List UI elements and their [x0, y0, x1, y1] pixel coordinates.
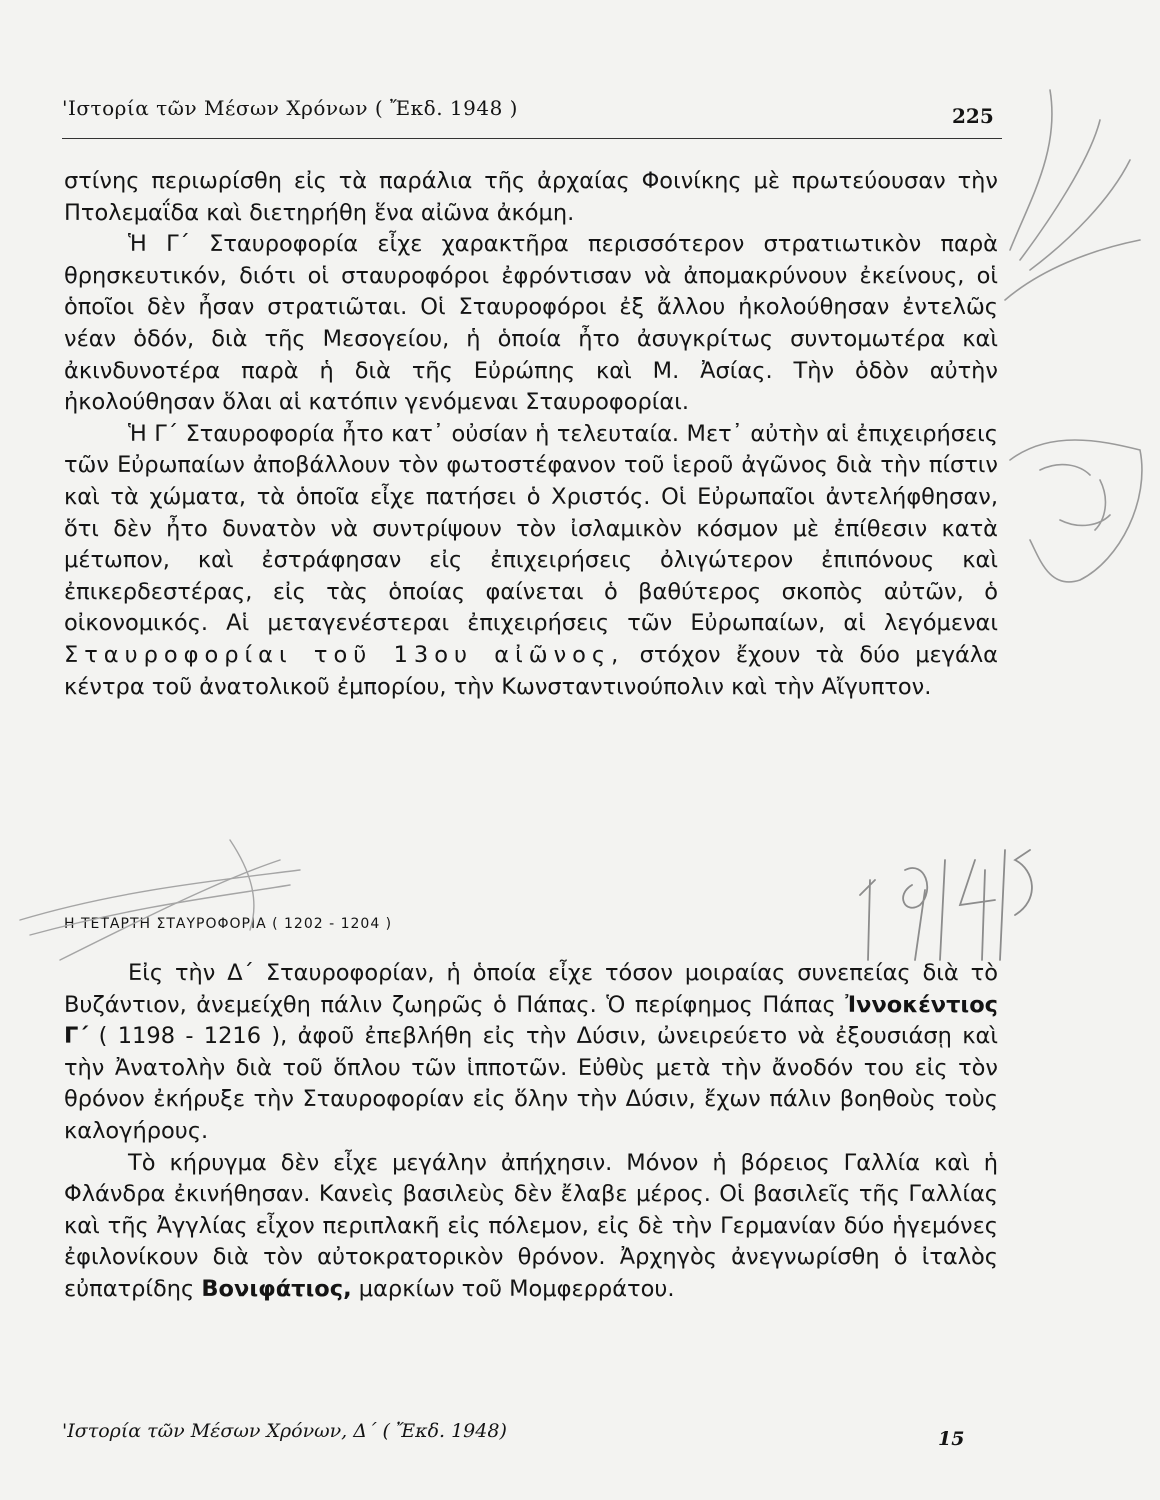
paragraph-text: Ἡ Γ΄ Σταυροφορία ἦτο κατ᾿ οὐσίαν ἡ τελευταία. Μετ᾿ αὐτὴν αἱ ἐπιχειρήσεις τῶν Εὐρωπαίων ἀποβάλλουν τὸν φωτοστέφανον τοῦ ἱεροῦ ἀγῶνος διὰ τὴν πίστιν καὶ τὰ χώματα, τὰ ὁποῖα εἶχε πατήσει ὁ Χριστός. Οἱ Εὐρωπαῖοι ἀντελήφθησαν, ὅτι δὲν ἦτο δυνατὸν νὰ συντρίψουν τὸν ἰσλαμικὸν κόσμον μὲ ἐπίθεσιν κατὰ μέτωπον, καὶ ἐστράφησαν εἰς ἐπιχειρήσεις ὀλιγώτερον ἐπιπόνους καὶ ἐπικερδεστέρας, εἰς τὰς ὁποίας φαίνεται ὁ βαθύτερος σκοπὸς αὐτῶν, ὁ οἰκονομικός. Αἱ μεταγενέστεραι ἐπιχειρήσεις τῶν Εὐρωπαίων, αἱ λεγόμεναι	[64, 420, 998, 637]
paragraph-text: Εἰς τὴν Δ΄ Σταυροφορίαν, ἡ ὁποία εἶχε τόσον μοιραίας συνεπείας διὰ τὸ Βυζάντιον, ἀνεμείχθη πάλιν ζωηρῶς ὁ Πάπας. Ὁ περίφημος Πάπας	[64, 960, 998, 1018]
text-block-fourth-crusade	[64, 958, 998, 1306]
bold-name-boniface: Βονιφάτιος,	[201, 1275, 352, 1302]
spaced-emphasis: Σταυροφορίαι τοῦ 13ου αἰῶνος,	[64, 641, 625, 668]
header-rule	[62, 138, 1002, 139]
page-number: 225	[952, 104, 994, 128]
paragraph-fourth-crusade-pope	[64, 958, 998, 1148]
paragraph-third-crusade-last	[64, 419, 998, 703]
pencil-face-sketch	[1005, 90, 1142, 582]
paragraph-text: ( 1198 - 1216 ), ἀφοῦ ἐπεβλήθη εἰς τὴν Δύσιν, ὠνειρεύετο νὰ ἐξουσιάσῃ καὶ τὴν Ἀνατολὴν διὰ τοῦ ὅπλου τῶν ἱπποτῶν. Εὐθὺς μετὰ τὴν ἄνοδόν του εἰς τὸν θρόνον ἐκήρυξε τὴν Σταυροφορίαν εἰς ὅλην τὴν Δύσιν, ἔχων πάλιν βοηθοὺς τοὺς καλογήρους.	[64, 1023, 998, 1144]
paragraph-continuation: στίνης περιωρίσθη εἰς τὰ παράλια τῆς ἀρχαίας Φοινίκης μὲ πρωτεύουσαν τὴν Πτολεμαΐδα καὶ διετηρήθη ἕνα αἰῶνα ἀκόμη.	[64, 168, 998, 226]
footer-signature-title: 'Ιστορία τῶν Μέσων Χρόνων, Δ΄ ( Ἔκδ. 1948)	[62, 1420, 507, 1442]
paragraph-fourth-crusade-preaching	[64, 1148, 998, 1306]
footer-signature-number: 15	[938, 1428, 965, 1450]
pencil-date-annotation	[860, 850, 1032, 960]
bold-name-innocent: Ἰννοκέντιος Γ΄	[64, 991, 998, 1050]
paragraph-text: Τὸ κήρυγμα δὲν εἶχε μεγάλην ἀπήχησιν. Μόνον ἡ βόρειος Γαλλία καὶ ἡ Φλάνδρα ἐκινήθησαν. Κανεὶς βασιλεὺς δὲν ἔλαβε μέρος. Οἱ βασιλεῖς τῆς Γαλλίας καὶ τῆς Ἀγγλίας εἶχον περιπλακῆ εἰς πόλεμον, εἰς δὲ τὴν Γερμανίαν δύο ἡγεμόνες ἐφιλονίκουν διὰ τὸν αὐτοκρατορικὸν θρόνον. Ἀρχηγὸς ἀνεγνωρίσθη ὁ ἰταλὸς εὐπατρίδης	[64, 1149, 998, 1302]
pencil-feather-sketch	[20, 840, 300, 960]
paragraph-third-crusade-character: Ἡ Γ΄ Σταυροφορία εἶχε χαρακτῆρα περισσότερον στρατιωτικὸν παρὰ θρησκευτικόν, διότι οἱ σταυροφόροι ἐφρόντισαν νὰ ἀπομακρύνουν ἐκείνους, οἱ ὁποῖοι δὲν ἦσαν στρατιῶται. Οἱ Σταυροφόροι ἐξ ἄλλου ἠκολούθησαν ἐντελῶς νέαν ὁδόν, διὰ τῆς Μεσογείου, ἡ ὁποία ἦτο ἀσυγκρίτως συντομωτέρα καὶ ἀκινδυνοτέρα παρὰ ἡ διὰ τῆς Εὐρώπης καὶ Μ. Ἀσίας. Τὴν ὁδὸν αὐτὴν ἠκολούθησαν ὅλαι αἱ κατόπιν γενόμεναι Σταυροφορίαι.	[64, 231, 998, 416]
running-header-title: 'Ιστορία τῶν Μέσων Χρόνων ( Ἔκδ. 1948 )	[62, 96, 518, 120]
section-heading: Η ΤΕΤΑΡΤΗ ΣΤΑΥΡΟΦΟΡΙΑ ( 1202 - 1204 )	[64, 916, 393, 932]
text-block-third-crusade	[64, 166, 998, 703]
paragraph-text: μαρκίων τοῦ Μομφερράτου.	[358, 1275, 675, 1302]
paragraph-text: στόχον ἔχουν τὰ δύο μεγάλα κέντρα τοῦ ἀνατολικοῦ ἐμπορίου, τὴν Κωνσταντινούπολιν καὶ τὴν Αἴγυπτον.	[64, 641, 999, 700]
